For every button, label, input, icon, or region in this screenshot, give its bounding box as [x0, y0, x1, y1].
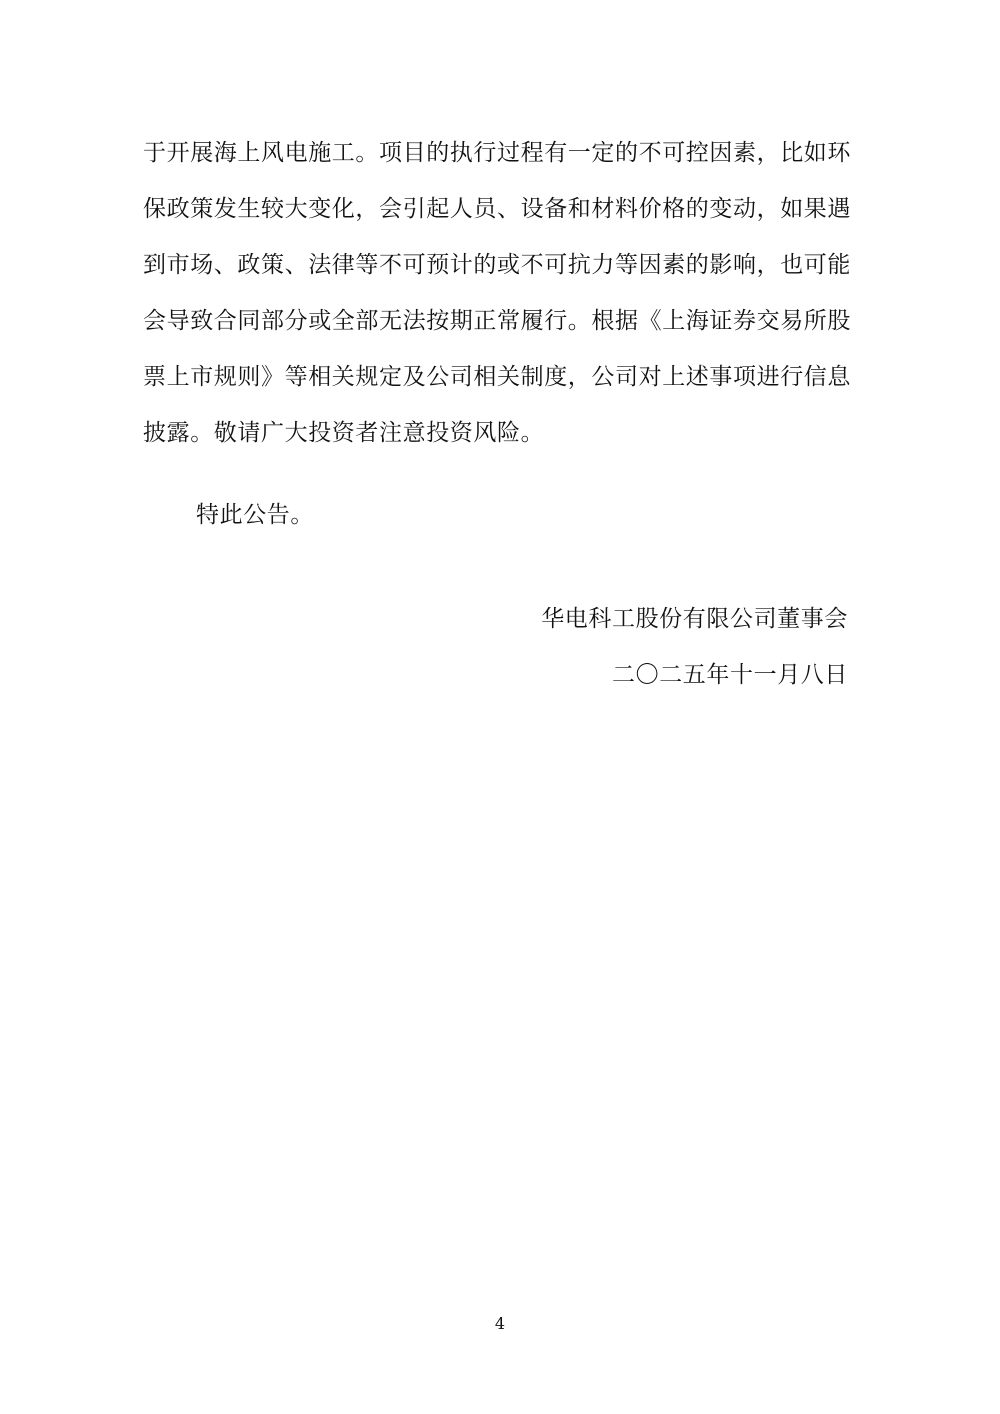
body-line: 到市场、政策、法律等不可预计的或不可抗力等因素的影响，也可能: [143, 252, 851, 278]
body-line: 披露。敬请广大投资者注意投资风险。: [143, 420, 545, 446]
closing-statement: 特此公告。: [196, 502, 314, 528]
page-number: 4: [494, 1314, 506, 1333]
signature-company: 华电科工股份有限公司董事会: [541, 606, 848, 632]
body-line: 于开展海上风电施工。项目的执行过程有一定的不可控因素，比如环: [143, 140, 851, 166]
body-line: 票上市规则》等相关规定及公司相关制度，公司对上述事项进行信息: [143, 364, 851, 390]
body-paragraph: [143, 125, 855, 461]
body-line: 会导致合同部分或全部无法按期正常履行。根据《上海证券交易所股: [143, 308, 851, 334]
body-line: 保政策发生较大变化，会引起人员、设备和材料价格的变动，如果遇: [143, 196, 851, 222]
signature-block: [541, 591, 848, 703]
signature-date: 二〇二五年十一月八日: [612, 662, 848, 688]
